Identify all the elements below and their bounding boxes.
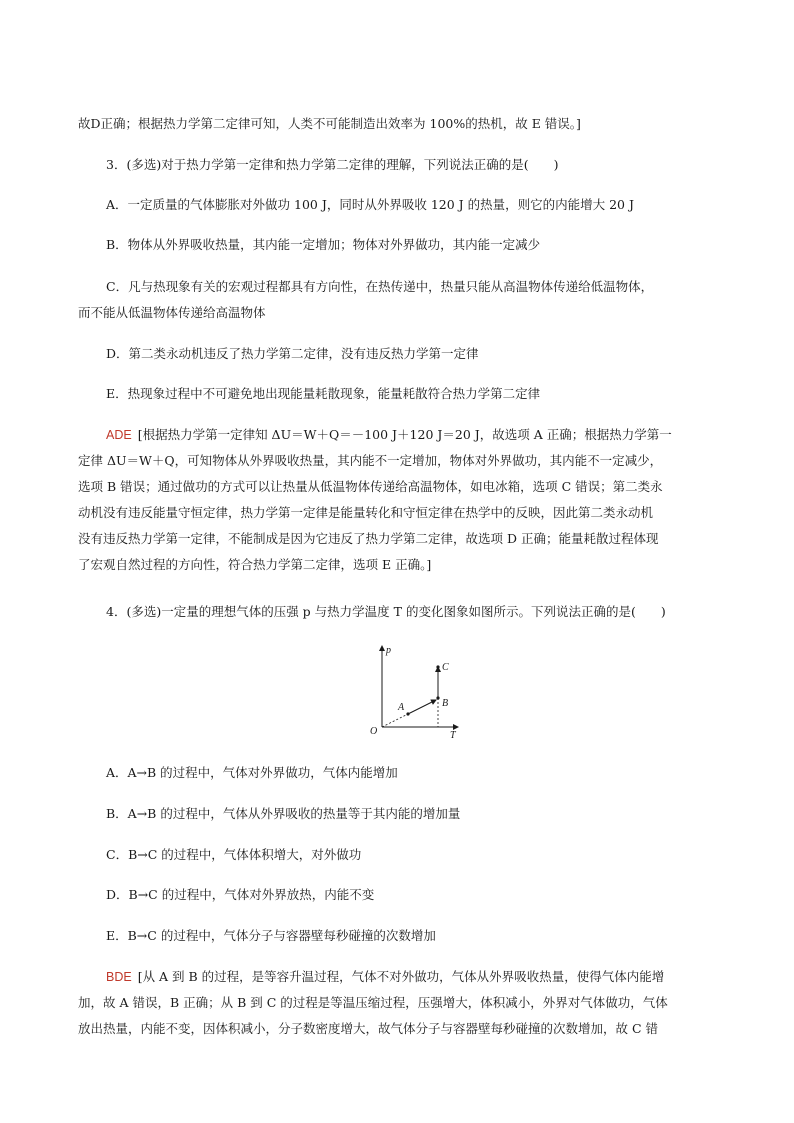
label-p: p [386, 645, 391, 656]
q3-option-c-line1: C．凡与热现象有关的宏观过程都具有方向性，在热传递中，热量只能从高温物体传递给低温物体， [106, 279, 654, 294]
q3-explanation-line6: 了宏观自然过程的方向性，符合热力学第二定律，选项 E 正确。] [78, 557, 432, 572]
label-o: O [370, 726, 378, 737]
point-c [436, 665, 439, 668]
point-b [436, 696, 439, 699]
point-a [406, 712, 409, 715]
q3-option-d: D．第二类永动机违反了热力学第二定律，没有违反热力学第一定律 [106, 346, 479, 361]
q3-option-b: B．物体从外界吸收热量，其内能一定增加；物体对外界做功，其内能一定减少 [106, 237, 541, 252]
q4-answer: BDE [106, 970, 132, 984]
q3-explanation-line4: 动机没有违反能量守恒定律，热力学第一定律是能量转化和守恒定律在热学中的反映，因此第二类永动机 [78, 505, 654, 520]
q3-answer: ADE [106, 428, 132, 442]
continuation-line: 故D正确；根据热力学第二定律可知，人类不可能制造出效率为 100%的热机，故 E 错误。] [78, 116, 581, 131]
q4-explanation-line3: 放出热量，内能不变，因体积减小，分子数密度增大，故气体分子与容器壁每秒碰撞的次数增加，故 C 错 [78, 1021, 659, 1036]
q3-stem: 3．(多选)对于热力学第一定律和热力学第二定律的理解，下列说法正确的是( ) [106, 157, 559, 172]
q4-explanation-line2: 加，故 A 错误，B 正确；从 B 到 C 的过程是等温压缩过程，压强增大，体积减小，外界对气体做功，气体 [78, 995, 668, 1010]
q3-explanation-line1 [106, 427, 672, 443]
q3-exp-text1: [根据热力学第一定律知 ΔU＝W＋Q＝－100 J＋120 J＝20 J，故选项 A 正确；根据热力学第一 [137, 427, 672, 442]
q3-option-e: E．热现象过程中不可避免地出现能量耗散现象，能量耗散符合热力学第二定律 [106, 386, 541, 401]
q4-option-d: D．B→C 的过程中，气体对外界放热，内能不变 [106, 887, 375, 902]
q4-explanation-line1 [106, 969, 664, 985]
q3-option-a: A．一定质量的气体膨胀对外做功 100 J，同时从外界吸收 120 J 的热量，则它的内能增大 20 J [106, 197, 634, 212]
label-b: B [442, 698, 449, 709]
q3-option-c-line2: 而不能从低温物体传递给高温物体 [78, 305, 266, 320]
q4-option-c: C．B→C 的过程中，气体体积增大，对外做功 [106, 847, 362, 862]
q3-explanation-line3: 选项 B 错误；通过做功的方式可以让热量从低温物体传递给高温物体，如电冰箱，选项 C 错误；第二类永 [78, 479, 663, 494]
q4-stem: 4．(多选)一定量的理想气体的压强 p 与热力学温度 T 的变化图象如图所示。下列说法正确的是( ) [106, 604, 666, 619]
label-c: C [442, 662, 449, 673]
p-t-diagram-svg [360, 640, 470, 740]
q4-option-b: B．A→B 的过程中，气体从外界吸收的热量等于其内能的增加量 [106, 806, 461, 821]
label-a: A [398, 702, 405, 713]
q4-option-e: E．B→C 的过程中，气体分子与容器壁每秒碰撞的次数增加 [106, 928, 436, 943]
q3-explanation-line5: 没有违反热力学第一定律，不能制成是因为它违反了热力学第二定律，故选项 D 正确；能量耗散过程体现 [78, 531, 659, 546]
dashed-extension [382, 714, 408, 727]
label-t: T [450, 730, 456, 740]
p-t-diagram [360, 640, 470, 740]
q4-option-a: A．A→B 的过程中，气体对外界做功，气体内能增加 [106, 765, 398, 780]
q4-exp-text1: [从 A 到 B 的过程，是等容升温过程，气体不对外做功，气体从外界吸收热量，使得气体内能增 [137, 969, 665, 984]
q3-explanation-line2: 定律 ΔU＝W＋Q，可知物体从外界吸收热量，其内能不一定增加，物体对外界做功，其内能不一定减少， [78, 453, 663, 468]
segment-ab [408, 700, 436, 714]
